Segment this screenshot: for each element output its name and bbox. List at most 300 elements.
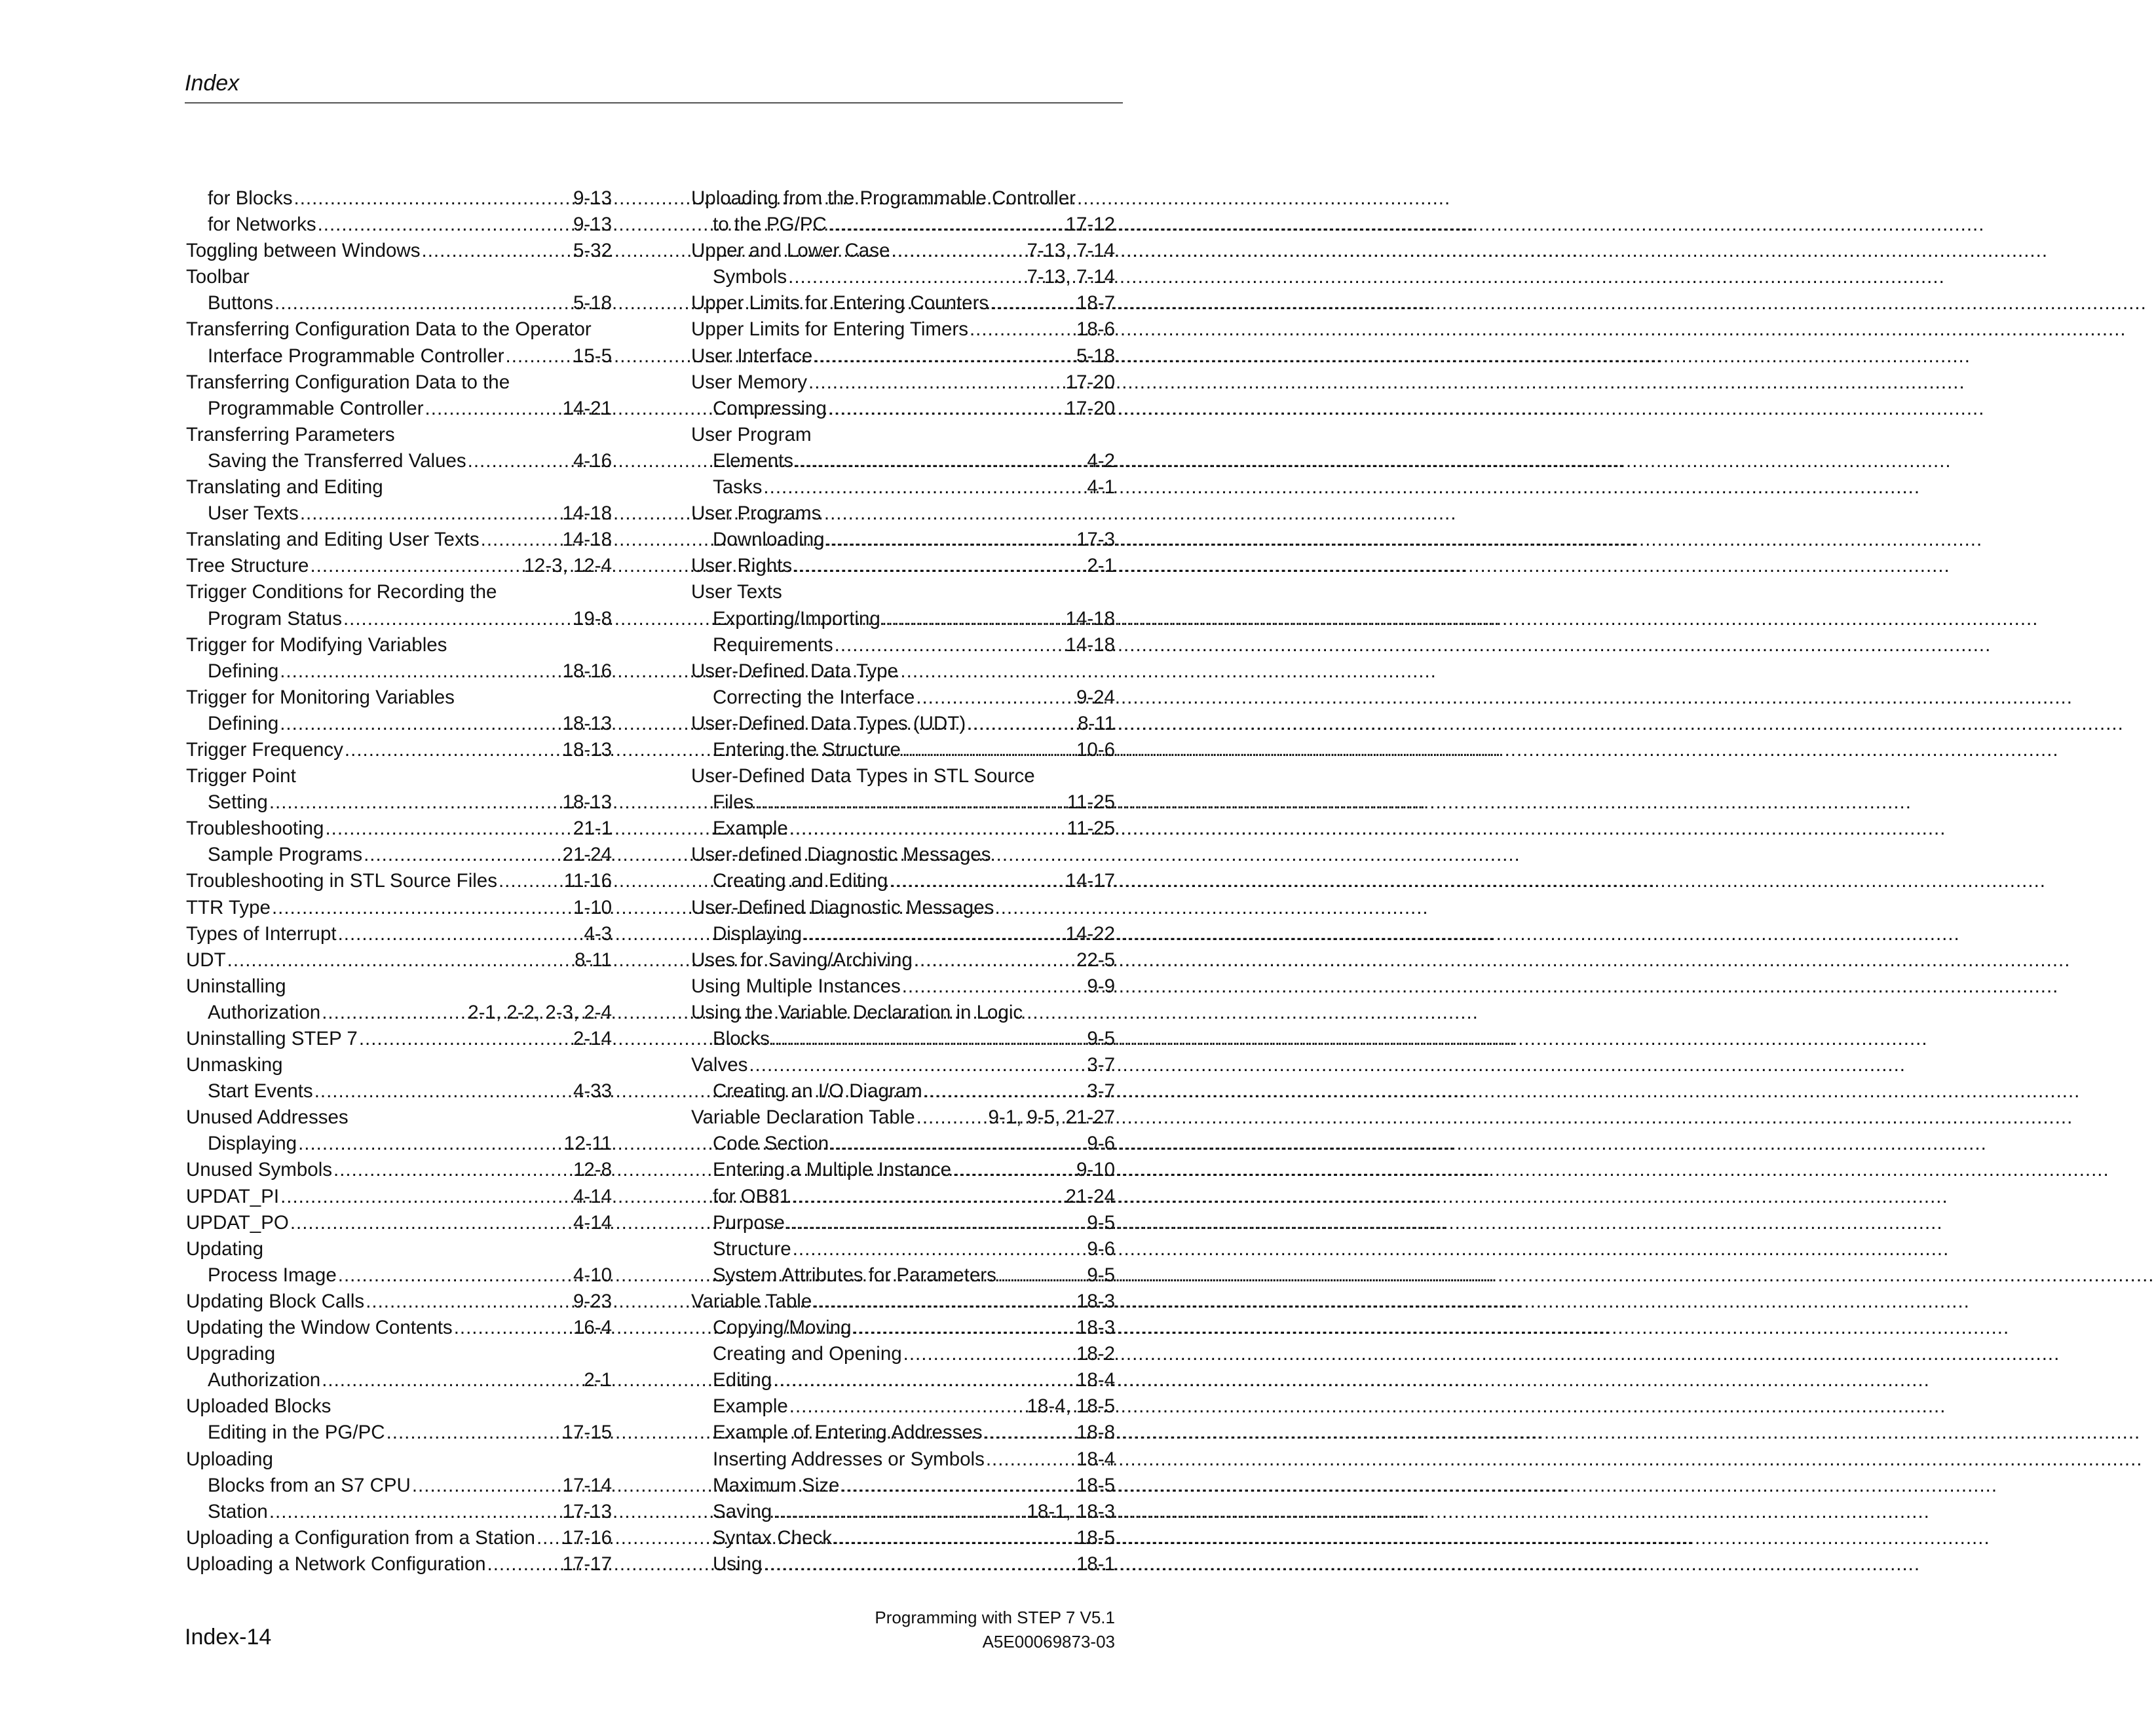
page-reference: 4-2 (1087, 449, 1115, 472)
dot-leader (986, 1446, 1075, 1473)
index-term: Trigger Conditions for Recording the (186, 581, 497, 603)
dot-leader (325, 816, 571, 842)
index-entry (691, 842, 1115, 868)
index-term: UDT (186, 949, 226, 971)
page-reference: 18-1 (1076, 1553, 1115, 1575)
page-reference: 9-5 (1087, 1211, 1115, 1234)
dot-leader (967, 711, 1076, 737)
index-term: Tree Structure (186, 555, 309, 577)
index-term: Translating and Editing User Texts (186, 529, 480, 551)
index-term: User Programs (691, 502, 822, 525)
index-entry (186, 1026, 612, 1052)
page-reference: 18-3 (1076, 1290, 1115, 1312)
index-entry (691, 895, 1115, 921)
page-reference: 18-16 (562, 660, 612, 682)
page-reference: 18-7 (1076, 292, 1115, 314)
index-column-left (186, 185, 612, 1577)
index-subentry (691, 685, 1115, 711)
dot-leader (454, 1315, 572, 1341)
page-reference: 21-24 (1065, 1185, 1115, 1207)
index-term: Editing (713, 1369, 772, 1391)
index-entry (186, 737, 612, 763)
index-term: Requirements (713, 633, 833, 656)
index-subentry (186, 1367, 612, 1393)
index-term: Compressing (713, 397, 827, 419)
index-entry (691, 658, 1115, 685)
page-reference: 12-3, 12-4 (523, 555, 612, 577)
dot-leader (359, 1026, 572, 1052)
index-subentry (186, 212, 612, 238)
index-entry (186, 1315, 612, 1341)
page-reference: 2-1 (1087, 555, 1115, 577)
page-reference: 18-4 (1076, 1369, 1115, 1391)
index-entry (691, 343, 1115, 369)
dot-leader (763, 1551, 1075, 1577)
index-subentry (691, 1184, 1115, 1210)
dot-leader (826, 527, 1075, 553)
dot-leader (808, 369, 1065, 396)
index-term: Unused Addresses (186, 1106, 349, 1129)
index-entry (691, 1104, 1115, 1131)
dot-leader (272, 895, 572, 921)
index-term: Uses for Saving/Archiving (691, 949, 913, 971)
index-entry (186, 238, 612, 264)
index-term: Defining (208, 712, 279, 734)
dot-leader (412, 1473, 561, 1499)
page-reference: 8-11 (1078, 712, 1115, 734)
index-subentry (691, 1157, 1115, 1183)
dot-leader (841, 1473, 1075, 1499)
dot-leader (487, 1551, 561, 1577)
dot-leader (298, 1131, 563, 1157)
index-entry (186, 1104, 612, 1131)
dot-leader (300, 500, 561, 527)
index-term: Trigger Frequency (186, 738, 343, 761)
index-subentry (691, 1078, 1115, 1104)
dot-leader (338, 1262, 572, 1289)
page-reference: 17-15 (562, 1422, 612, 1444)
index-entry (186, 921, 612, 947)
dot-leader (970, 316, 1075, 343)
index-term: Valves (691, 1054, 748, 1076)
dot-leader (481, 527, 561, 553)
page-reference: 11-25 (1067, 818, 1115, 840)
index-subentry (691, 606, 1115, 632)
page-reference: 18-13 (562, 791, 612, 814)
dot-leader (468, 448, 572, 474)
page-reference: 17-20 (1065, 397, 1115, 419)
index-term: Elements (713, 449, 793, 472)
dot-leader (902, 973, 1086, 1000)
index-term: Code Section (713, 1133, 829, 1155)
index-entry (186, 1393, 612, 1420)
dot-leader (924, 1078, 1086, 1104)
page-reference: 7-13, 7-14 (1027, 240, 1115, 262)
index-term: Toggling between Windows (186, 240, 421, 262)
dot-leader (828, 396, 1065, 422)
index-entry (186, 1157, 612, 1183)
dot-leader (903, 1341, 1075, 1367)
dot-leader (387, 1420, 561, 1446)
index-term: Setting (208, 791, 268, 814)
page-reference: 14-22 (1065, 922, 1115, 945)
index-subentry (186, 789, 612, 816)
page-reference: 14-18 (562, 502, 612, 525)
dot-leader (853, 1315, 1075, 1341)
index-subentry (691, 474, 1115, 500)
index-term: Authorization (208, 1369, 321, 1391)
index-entry (186, 973, 612, 1000)
page-reference: 3-7 (1087, 1080, 1115, 1103)
index-subentry (186, 842, 612, 868)
index-term: Troubleshooting in STL Source Files (186, 870, 497, 892)
index-subentry (186, 343, 612, 369)
dot-leader (830, 1131, 1086, 1157)
dot-leader (269, 1499, 561, 1525)
page-reference: 7-13, 7-14 (1027, 266, 1115, 288)
page-reference: 1-10 (573, 896, 612, 918)
index-entry (691, 1052, 1115, 1078)
page-reference: 9-10 (1076, 1159, 1115, 1181)
index-term: User Interface (691, 345, 813, 367)
index-term: Variable Declaration Table (691, 1106, 915, 1129)
index-term: Example of Entering Addresses (713, 1422, 983, 1444)
dot-leader (953, 1157, 1075, 1183)
page-reference: 4-3 (584, 922, 612, 945)
index-term: Translating and Editing (186, 476, 383, 499)
index-entry (186, 422, 612, 448)
page-reference: 9-5 (1087, 1028, 1115, 1049)
page-reference: 4-1 (1087, 476, 1115, 499)
index-subentry (691, 1026, 1115, 1052)
index-entry (691, 553, 1115, 579)
page-reference: 17-17 (562, 1553, 612, 1575)
dot-leader (499, 868, 563, 894)
index-entry (186, 1289, 612, 1315)
index-subentry (691, 1446, 1115, 1473)
index-term: Trigger for Modifying Variables (186, 633, 447, 656)
page-reference: 4-16 (573, 449, 612, 472)
index-subentry (186, 1473, 612, 1499)
dot-leader (763, 474, 1086, 500)
index-subentry (186, 1420, 612, 1446)
page-reference: 4-14 (573, 1211, 612, 1234)
dot-leader (998, 1262, 1086, 1289)
index-term: for OB81 (713, 1185, 791, 1207)
index-term: User Memory (691, 371, 808, 393)
index-term: to the PG/PC (713, 214, 827, 236)
page-reference: 9-13 (573, 214, 612, 236)
index-term: System Attributes for Parameters (713, 1264, 996, 1286)
footer-book-title: Programming with STEP 7 V5.1 (875, 1608, 1115, 1627)
index-subentry (186, 1499, 612, 1525)
index-entry (186, 1210, 612, 1236)
dot-leader (789, 816, 1066, 842)
index-term: Transferring Configuration Data to the (186, 371, 510, 393)
index-subentry (186, 448, 612, 474)
index-subentry (186, 185, 612, 212)
index-subentry (691, 1341, 1115, 1367)
index-term: Using the Variable Declaration in Logic (691, 1001, 1023, 1023)
page-reference: 9-5 (1087, 1264, 1115, 1286)
index-entry (186, 816, 612, 842)
index-subentry (691, 1210, 1115, 1236)
header-rule (185, 102, 1123, 104)
index-subentry (691, 1551, 1115, 1577)
index-term: Blocks from an S7 CPU (208, 1474, 411, 1496)
page-reference: 18-8 (1076, 1422, 1115, 1444)
page-reference: 5-18 (573, 292, 612, 314)
page-reference: 18-4, 18-5 (1027, 1395, 1115, 1418)
index-term: Types of Interrupt (186, 922, 337, 945)
dot-leader (280, 711, 561, 737)
index-term: Uploading from the Programmable Controller (691, 187, 1076, 209)
dot-leader (322, 1367, 582, 1393)
index-term: Structure (713, 1237, 791, 1260)
index-term: Uploading a Configuration from a Station (186, 1526, 535, 1549)
index-term: Buttons (208, 292, 274, 314)
dot-leader (422, 238, 572, 264)
index-entry (186, 868, 612, 894)
dot-leader (889, 868, 1064, 894)
dot-leader (791, 1184, 1064, 1210)
index-subentry (186, 1131, 612, 1157)
index-term: Uploading a Network Configuration (186, 1553, 486, 1575)
index-term: Station (208, 1500, 268, 1522)
index-term: Downloading (713, 529, 825, 551)
index-entry (691, 316, 1115, 343)
dot-leader (771, 1026, 1086, 1052)
page-reference: 18-5 (1076, 1526, 1115, 1549)
dot-leader (318, 212, 572, 238)
index-term: Editing in the PG/PC (208, 1422, 385, 1444)
index-entry (186, 1341, 612, 1367)
dot-leader (333, 1157, 572, 1183)
index-term: Creating and Opening (713, 1343, 902, 1365)
index-subentry (691, 868, 1115, 894)
index-term: Inserting Addresses or Symbols (713, 1448, 985, 1470)
dot-leader (310, 553, 522, 579)
page-reference: 9-9 (1087, 975, 1115, 997)
dot-leader (814, 343, 1075, 369)
index-subentry (186, 1078, 612, 1104)
index-entry (186, 632, 612, 658)
index-entry (691, 500, 1115, 527)
page-reference: 9-13 (573, 187, 612, 209)
dot-leader (537, 1525, 561, 1551)
index-term: Entering the Structure (713, 738, 901, 761)
index-term: Upgrading (186, 1343, 276, 1365)
index-term: Updating the Window Contents (186, 1317, 453, 1339)
index-subentry (691, 527, 1115, 553)
index-term: Example (713, 818, 788, 840)
dot-leader (773, 1499, 1025, 1525)
index-term: Troubleshooting (186, 818, 324, 840)
index-term: Updating (186, 1237, 264, 1260)
index-entry (186, 947, 612, 973)
dot-leader (280, 658, 561, 685)
page-reference: 4-33 (573, 1080, 612, 1103)
index-term: UPDAT_PI (186, 1185, 280, 1207)
dot-leader (902, 737, 1075, 763)
dot-leader (916, 685, 1075, 711)
index-entry (691, 1000, 1115, 1026)
dot-leader (343, 606, 572, 632)
index-term: Exporting/Importing (713, 607, 880, 630)
index-subentry (691, 632, 1115, 658)
index-subentry (691, 1236, 1115, 1262)
index-entry (691, 973, 1115, 1000)
index-term: Sample Programs (208, 844, 363, 866)
index-term: Upper Limits for Entering Counters (691, 292, 989, 314)
page-reference: 15-5 (573, 345, 612, 367)
index-term: Files (713, 791, 754, 814)
index-entry (186, 1236, 612, 1262)
index-entry (691, 185, 1115, 212)
running-header-title: Index (185, 71, 240, 96)
page-reference: 17-20 (1065, 371, 1115, 393)
dot-leader (749, 1052, 1086, 1078)
index-subentry (186, 711, 612, 737)
page-reference: 17-13 (562, 1500, 612, 1522)
index-entry (186, 685, 612, 711)
dot-leader (914, 947, 1075, 973)
index-term: Using (713, 1553, 763, 1575)
page-reference: 8-11 (575, 949, 612, 971)
index-term: Upper and Lower Case (691, 240, 890, 262)
index-entry (691, 238, 1115, 264)
dot-leader (916, 1104, 987, 1131)
page-reference: 18-6 (1076, 318, 1115, 341)
page-reference: 16-4 (573, 1317, 612, 1339)
page-reference: 17-3 (1076, 529, 1115, 551)
index-term: User-Defined Data Types (UDT) (691, 712, 966, 734)
index-entry (186, 316, 612, 343)
index-subentry (691, 1393, 1115, 1420)
dot-leader (338, 921, 583, 947)
index-term: Displaying (713, 922, 803, 945)
index-term: Programmable Controller (208, 397, 424, 419)
index-entry (691, 763, 1115, 789)
index-term: Trigger Point (186, 765, 296, 787)
page-reference: 17-16 (562, 1526, 612, 1549)
index-term: Transferring Configuration Data to the Operator (186, 318, 592, 341)
dot-leader (835, 632, 1065, 658)
page-reference: 14-18 (1065, 633, 1115, 656)
page-reference: 18-13 (562, 712, 612, 734)
index-entry (186, 369, 612, 396)
dot-leader (755, 789, 1065, 816)
index-subentry (186, 606, 612, 632)
dot-leader (813, 1289, 1075, 1315)
dot-leader (269, 789, 561, 816)
index-subentry (186, 658, 612, 685)
index-subentry (691, 921, 1115, 947)
index-term: User Texts (208, 502, 299, 525)
dot-leader (227, 947, 574, 973)
index-subentry (691, 1525, 1115, 1551)
index-subentry (691, 1262, 1115, 1289)
index-entry (691, 290, 1115, 316)
dot-leader (274, 290, 572, 316)
dot-leader (882, 606, 1065, 632)
index-subentry (186, 396, 612, 422)
page-reference: 14-18 (562, 529, 612, 551)
index-entry (186, 264, 612, 290)
dot-leader (294, 185, 572, 212)
index-entry (186, 579, 612, 605)
index-term: Purpose (713, 1211, 785, 1234)
index-term: User Texts (691, 581, 782, 603)
dot-leader (828, 212, 1065, 238)
index-term: Using Multiple Instances (691, 975, 901, 997)
dot-leader (788, 264, 1025, 290)
index-term: Upper Limits for Entering Timers (691, 318, 968, 341)
index-term: Unmasking (186, 1054, 283, 1076)
page-reference: 9-24 (1076, 686, 1115, 708)
index-term: Updating Block Calls (186, 1290, 365, 1312)
index-subentry (691, 1315, 1115, 1341)
page-reference: 18-4 (1076, 1448, 1115, 1470)
index-term: User-defined Diagnostic Messages (691, 844, 991, 866)
dot-leader (990, 290, 1075, 316)
index-term: Tasks (713, 476, 763, 499)
index-term: User-Defined Data Type (691, 660, 898, 682)
index-subentry (186, 1262, 612, 1289)
index-entry (186, 474, 612, 500)
page-reference: 11-25 (1067, 791, 1115, 814)
index-term: User-Defined Data Types in STL Source (691, 765, 1035, 787)
index-term: Start Events (208, 1080, 313, 1103)
index-term: Syntax Check (713, 1526, 832, 1549)
index-subentry (691, 396, 1115, 422)
index-subentry (691, 448, 1115, 474)
index-term: Maximum Size (713, 1474, 840, 1496)
index-subentry (186, 290, 612, 316)
dot-leader (793, 1236, 1086, 1262)
dot-leader (984, 1420, 1075, 1446)
index-term: Trigger for Monitoring Variables (186, 686, 455, 708)
index-term: Example (713, 1395, 788, 1418)
index-term: Uploaded Blocks (186, 1395, 331, 1418)
page-reference: 21-24 (562, 844, 612, 866)
index-subentry (691, 816, 1115, 842)
index-term: Uploading (186, 1448, 273, 1470)
index-term: Process Image (208, 1264, 337, 1286)
page-reference: 2-1, 2-2, 2-3, 2-4 (468, 1001, 612, 1023)
index-term: Copying/Moving (713, 1317, 852, 1339)
page-reference: 18-13 (562, 738, 612, 761)
page-reference: 14-18 (1065, 607, 1115, 630)
index-term: Defining (208, 660, 279, 682)
page-reference: 21-1 (573, 818, 612, 840)
index-term: Variable Table (691, 1290, 812, 1312)
page-reference: 18-5 (1076, 1474, 1115, 1496)
dot-leader (793, 553, 1086, 579)
index-term: for Networks (208, 214, 316, 236)
page-reference: 12-11 (563, 1133, 612, 1155)
footer-doc-number: A5E00069873-03 (982, 1632, 1115, 1651)
index-entry (186, 527, 612, 553)
page-reference: 14-21 (562, 397, 612, 419)
index-term: Toolbar (186, 266, 250, 288)
index-term: Unused Symbols (186, 1159, 332, 1181)
dot-leader (795, 448, 1086, 474)
dot-leader (425, 396, 561, 422)
dot-leader (891, 238, 1025, 264)
page-reference: 19-8 (573, 607, 612, 630)
dot-leader (789, 1393, 1026, 1420)
